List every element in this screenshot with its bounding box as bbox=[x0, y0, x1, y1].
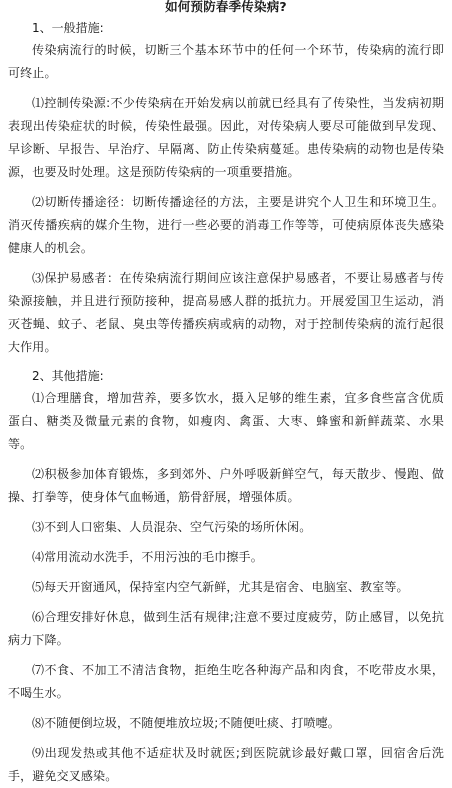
section-heading-general: 1、一般措施: bbox=[32, 21, 104, 35]
paragraph-other-6: ⑹合理安排好休息，做到生活有规律;注意不要过度疲劳，防止感冒，以免抗病力下降。 bbox=[8, 610, 444, 647]
paragraph-other-4: ⑷常用流动水洗手，不用污浊的毛巾擦手。 bbox=[32, 550, 263, 564]
paragraph-general-intro: 传染病流行的时候，切断三个基本环节中的任何一个环节，传染病的流行即可终止。 bbox=[8, 43, 444, 80]
paragraph-protect-susceptible: ⑶保护易感者：在传染病流行期间应该注意保护易感者，不要让易感者与传染源接触，并且进行预防接种，提高易感人群的抵抗力。开展爱国卫生运动，消灭苍蝇、蚊子、老鼠、臭虫等传播疾病或病的动物，对于控制传染病的流行起很大作用。 bbox=[8, 271, 444, 354]
paragraph-cut-transmission: ⑵切断传播途径：切断传播途径的方法，主要是讲究个人卫生和环境卫生。消灭传播疾病的媒介生物，进行一些必要的消毒工作等等，可使病原体丧失感染健康人的机会。 bbox=[8, 195, 444, 255]
paragraph-other-1: ⑴合理膳食，增加营养，要多饮水，摄入足够的维生素，宜多食些富含优质蛋白、糖类及微量元素的食物，如瘦肉、禽蛋、大枣、蜂蜜和新鲜蔬菜、水果等。 bbox=[8, 391, 444, 451]
paragraph-control-source: ⑴控制传染源:不少传染病在开始发病以前就已经具有了传染性，当发病初期表现出传染症状的时候，传染性最强。因此，对传染病人要尽可能做到早发现、早诊断、早报告、早治疗、早隔离、防止传染病蔓延。患传染病的动物也是传染源，也要及时处理。这是预防传染病的一项重要措施。 bbox=[8, 96, 444, 179]
paragraph-other-5: ⑸每天开窗通风，保持室内空气新鲜，尤其是宿舍、电脑室、教室等。 bbox=[32, 580, 409, 594]
paragraph-other-9: ⑼出现发热或其他不适症状及时就医;到医院就诊最好戴口罩，回宿舍后洗手，避免交叉感染。 bbox=[8, 746, 444, 783]
paragraph-other-2: ⑵积极参加体育锻炼，多到郊外、户外呼吸新鲜空气，每天散步、慢跑、做操、打拳等，使身体气血畅通，筋骨舒展，增强体质。 bbox=[8, 467, 444, 504]
paragraph-other-3: ⑶不到人口密集、人员混杂、空气污染的场所休闲。 bbox=[32, 520, 312, 534]
paragraph-other-8: ⑻不随便倒垃圾，不随便堆放垃圾;不随便吐痰、打喷嚏。 bbox=[32, 716, 340, 730]
section-heading-other: 2、其他措施: bbox=[32, 369, 104, 383]
document-title: 如何预防春季传染病? bbox=[165, 0, 287, 14]
paragraph-other-7: ⑺不食、不加工不清洁食物，拒绝生吃各种海产品和肉食，不吃带皮水果，不喝生水。 bbox=[8, 663, 444, 700]
